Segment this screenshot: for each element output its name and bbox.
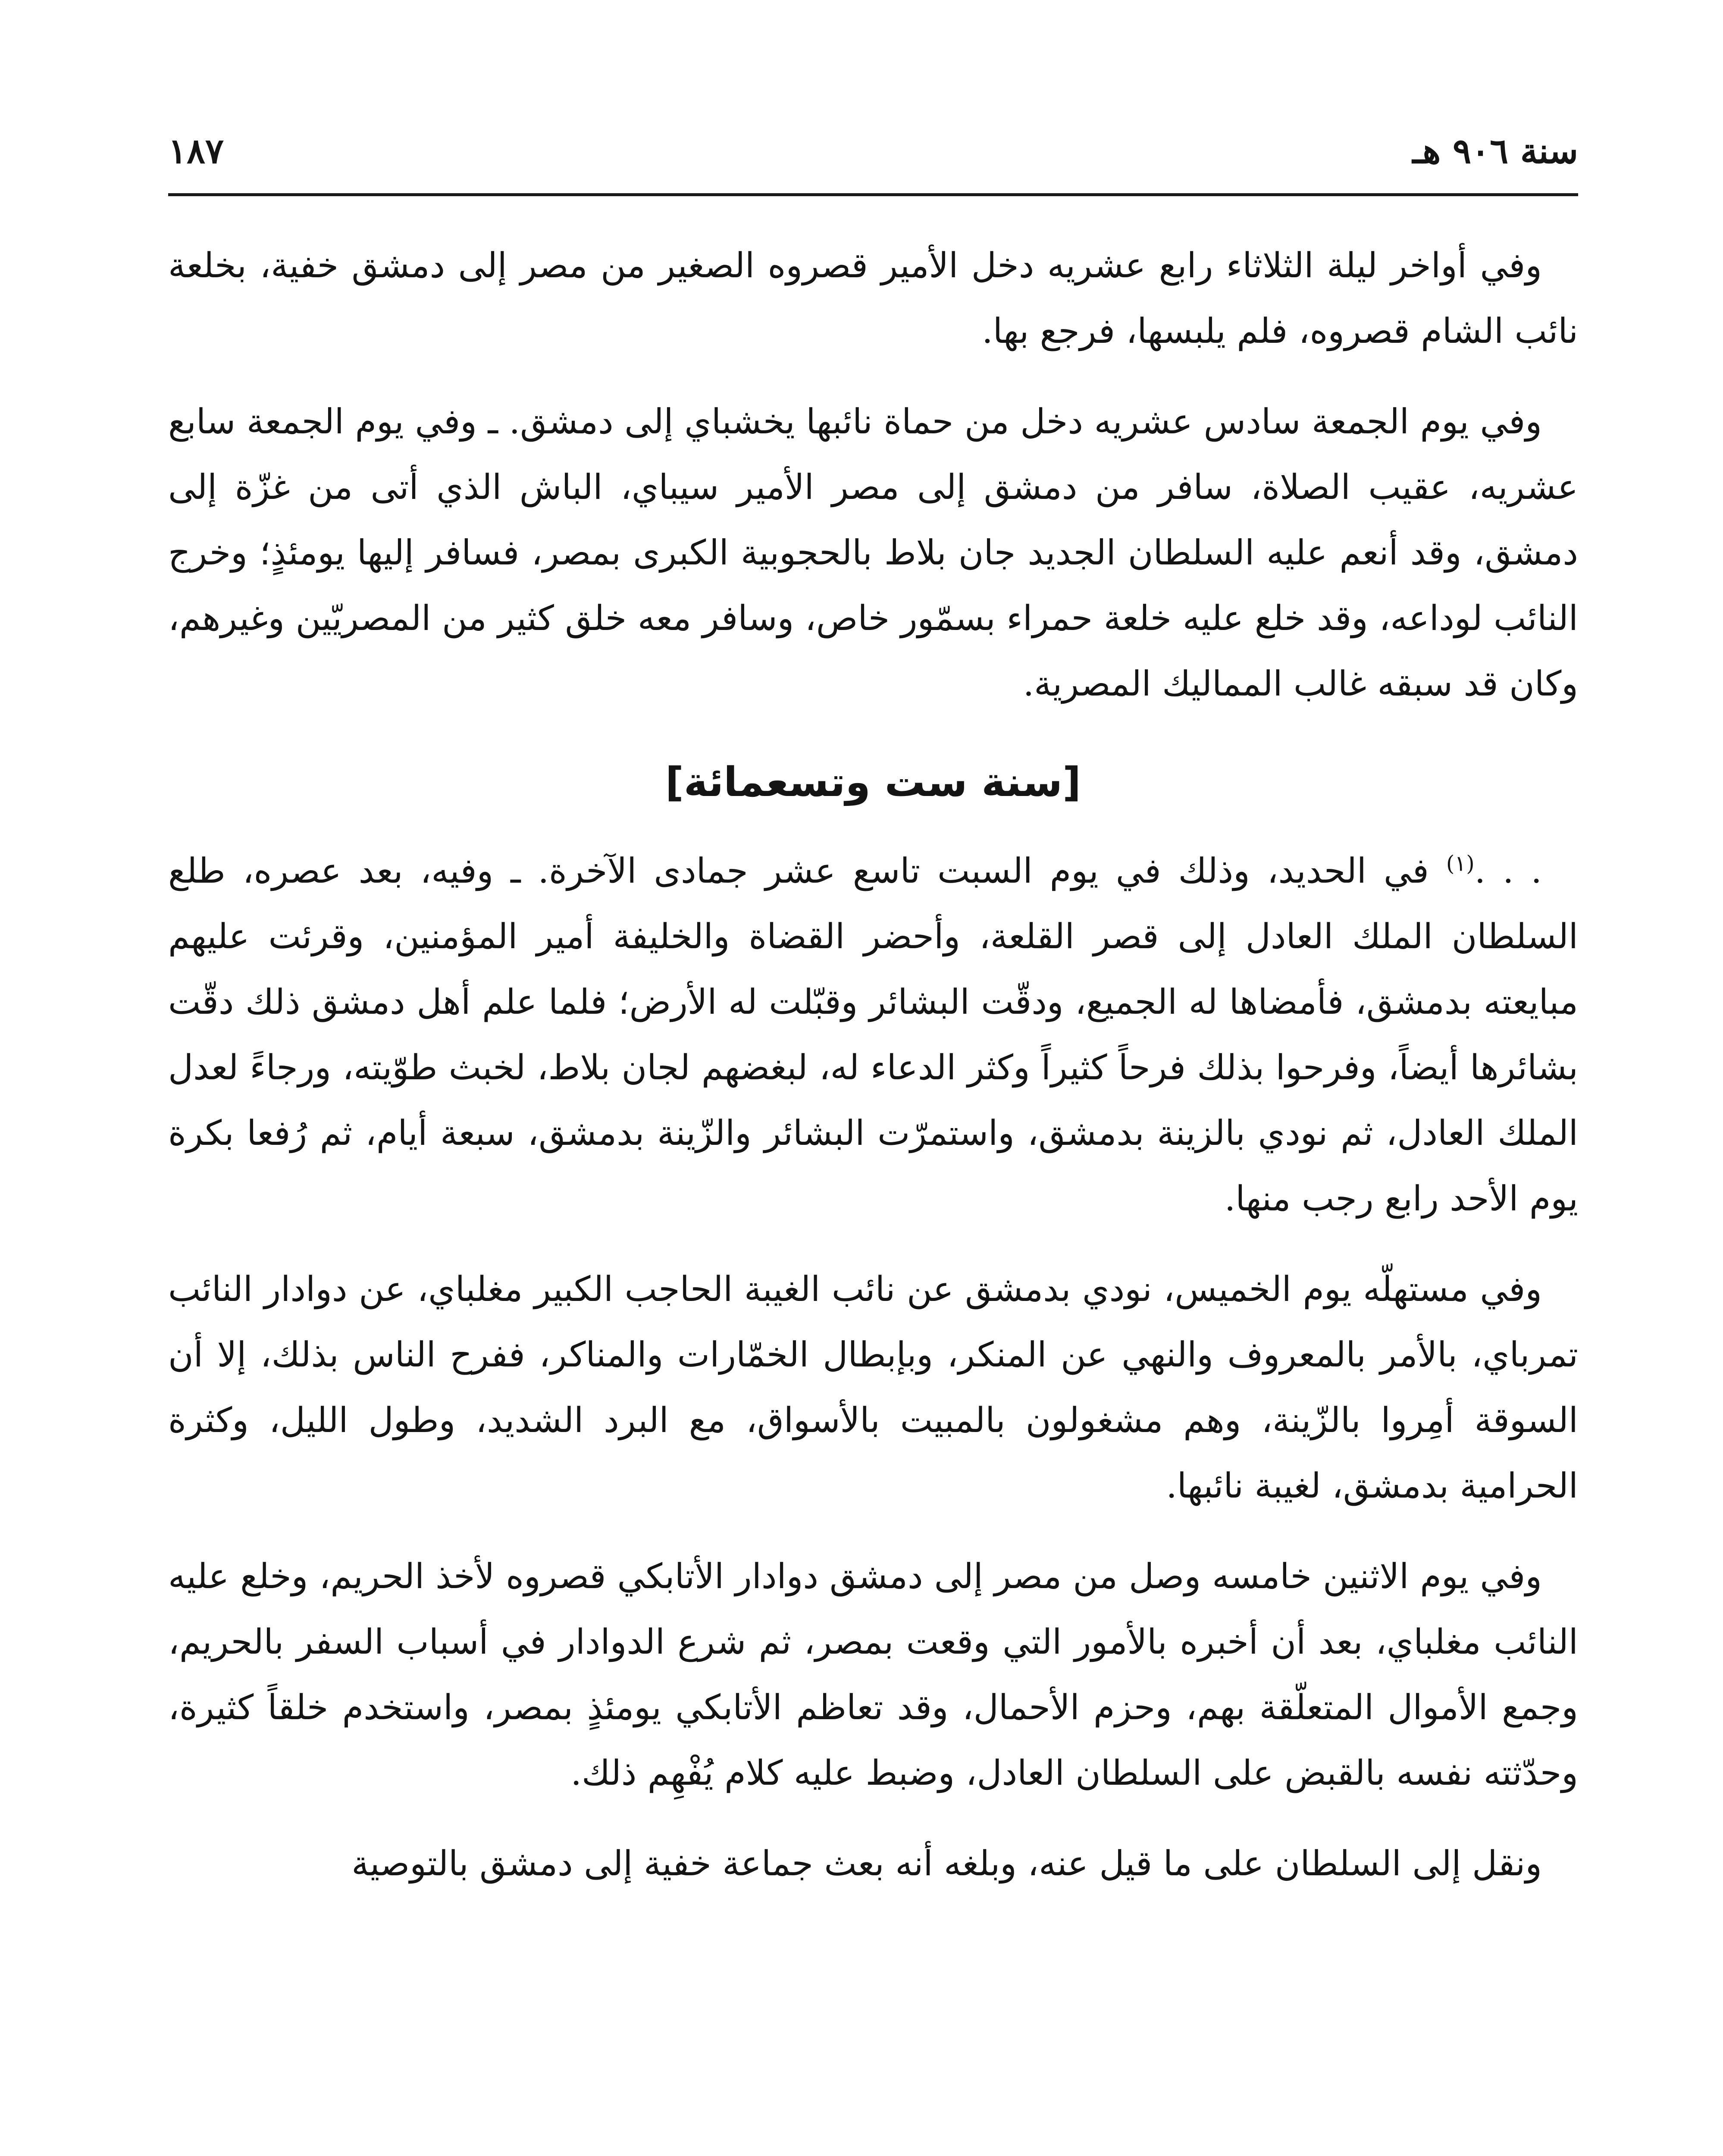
paragraph-text: في الحديد، وذلك في يوم السبت تاسع عشر جمادى الآخرة. ـ وفيه، بعد عصره، طلع السلطان الملك العادل إلى قصر القلعة، وأحضر القضاة والخليفة أمير المؤمنين، وقرئت عليهم مبايعته بدمشق، فأمضاها له الجميع، ودقّت البشائر وقبّلت له الأرض؛ فلما علم أهل دمشق ذلك دقّت بشائرها أيضاً، وفرحوا بذلك فرحاً كثيراً وكثر الدعاء له، لبغضهم لجان بلاط، لخبث طوّيته، ورجاءً لعدل الملك العادل، ثم نودي بالزينة بدمشق، واستمرّت البشائر والزّينة بدمشق، سبعة أيام، ثم رُفعا بكرة يوم الأحد رابع رجب منها. xyxy=(168,851,1579,1219)
paragraph: وفي مستهلّه يوم الخميس، نودي بدمشق عن نائب الغيبة الحاجب الكبير مغلباي، عن دوادار النائب تمرباي، بالأمر بالمعروف والنهي عن المنكر، وبإبطال الخمّارات والمناكر، ففرح الناس بذلك، إلا أن السوقة أمِروا بالزّينة، وهم مشغولون بالمبيت بالأسواق، مع البرد الشديد، وطول الليل، وكثرة الحرامية بدمشق، لغيبة نائبها. xyxy=(168,1269,1578,1506)
paragraph: وفي يوم الاثنين خامسه وصل من مصر إلى دمشق دوادار الأتابكي قصروه لأخذ الحريم، وخلع عليه النائب مغلباي، بعد أن أخبره بالأمور التي وقعت بمصر، ثم شرع الدوادار في أسباب السفر بالحريم، وجمع الأموال المتعلّقة بهم، وحزم الأحمال، وقد تعاظم الأتابكي يومئذٍ بمصر، واستخدم خلقاً كثيرة، وحدّثته نفسه بالقبض على السلطان العادل، وضبط عليه كلام يُفْهِم ذلك. xyxy=(168,1556,1578,1793)
paragraph: ونقل إلى السلطان على ما قيل عنه، وبلغه أنه بعث جماعة خفية إلى دمشق بالتوصية xyxy=(351,1843,1542,1883)
body-text xyxy=(168,233,1578,1921)
paragraph: وفي يوم الجمعة سادس عشريه دخل من حماة نائبها يخشباي إلى دمشق. ـ وفي يوم الجمعة سابع عشريه، عقيب الصلاة، سافر من دمشق إلى مصر الأمير سيباي، الباش الذي أتى من غزّة إلى دمشق، وقد أنعم عليه السلطان الجديد جان بلاط بالحجوبية الكبرى بمصر، فسافر إليها يومئذٍ؛ وخرج النائب لوداعه، وقد خلع عليه خلعة حمراء بسمّور خاص، وسافر معه خلق كثير من المصريّين وغيرهم، وكان قد سبقه غالب المماليك المصرية. xyxy=(168,401,1578,704)
page-number: ١٨٧ xyxy=(168,131,224,171)
footnote-reference[interactable]: (١) xyxy=(1446,851,1475,876)
ellipsis: . . . xyxy=(1474,851,1542,891)
paragraph: وفي أواخر ليلة الثلاثاء رابع عشريه دخل الأمير قصروه الصغير من مصر إلى دمشق خفية، بخلعة نائب الشام قصروه، فلم يلبسها، فرجع بها. xyxy=(168,245,1578,351)
section-heading: [سنة ست وتسعمائة] xyxy=(665,759,1081,806)
running-title: سنة ٩٠٦ هـ xyxy=(1412,131,1578,171)
header-rule xyxy=(168,193,1578,196)
page-header xyxy=(168,125,1578,190)
section-first-paragraph xyxy=(168,838,1578,1232)
